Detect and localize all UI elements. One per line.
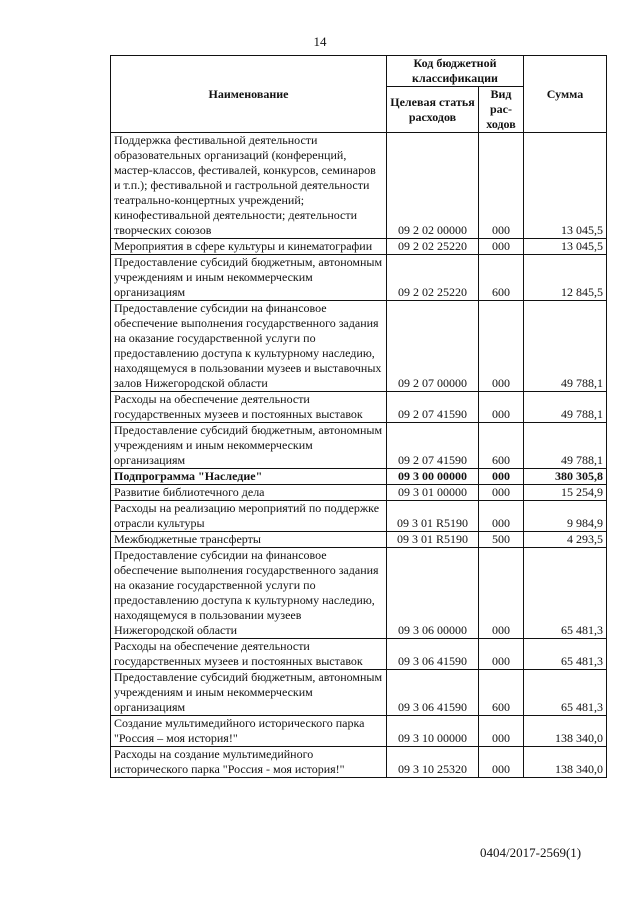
cell-expense-type: 600 bbox=[479, 255, 524, 301]
cell-expense-type: 000 bbox=[479, 469, 524, 485]
cell-target-code: 09 3 06 41590 bbox=[387, 639, 479, 670]
table-row bbox=[111, 501, 607, 532]
cell-sum: 49 788,1 bbox=[524, 423, 607, 469]
document-code: 0404/2017-2569(1) bbox=[480, 845, 582, 860]
cell-target-code: 09 2 07 41590 bbox=[387, 392, 479, 423]
cell-target-code: 09 3 06 41590 bbox=[387, 670, 479, 716]
header-code-group: Код бюджетной классификации bbox=[387, 56, 524, 87]
cell-target-code: 09 3 01 R5190 bbox=[387, 501, 479, 532]
cell-target-code: 09 2 07 41590 bbox=[387, 423, 479, 469]
cell-expense-type: 000 bbox=[479, 716, 524, 747]
cell-target-code: 09 2 02 00000 bbox=[387, 133, 479, 239]
table-row bbox=[111, 239, 607, 255]
table-row bbox=[111, 485, 607, 501]
cell-sum: 138 340,0 bbox=[524, 716, 607, 747]
table-row bbox=[111, 392, 607, 423]
table-row bbox=[111, 532, 607, 548]
table-row bbox=[111, 548, 607, 639]
cell-expense-type: 000 bbox=[479, 548, 524, 639]
cell-target-code: 09 3 06 00000 bbox=[387, 548, 479, 639]
cell-sum: 65 481,3 bbox=[524, 670, 607, 716]
cell-sum: 9 984,9 bbox=[524, 501, 607, 532]
cell-name: Подпрограмма "Наследие" bbox=[111, 469, 387, 485]
cell-name: Предоставление субсидии на финансовое обеспечение выполнения государственного задания на оказание государственной услуги по предоставлению доступа к культурному наследию, находящемуся в пользовании музеев и выставочных залов Нижегородской области bbox=[111, 301, 387, 392]
header-type: Вид рас-ходов bbox=[479, 87, 524, 133]
table-row bbox=[111, 301, 607, 392]
cell-expense-type: 000 bbox=[479, 133, 524, 239]
cell-sum: 13 045,5 bbox=[524, 239, 607, 255]
cell-sum: 49 788,1 bbox=[524, 392, 607, 423]
cell-name: Расходы на обеспечение деятельности государственных музеев и постоянных выставок bbox=[111, 639, 387, 670]
cell-expense-type: 600 bbox=[479, 670, 524, 716]
cell-expense-type: 000 bbox=[479, 501, 524, 532]
cell-name: Создание мультимедийного исторического парка "Россия – моя история!" bbox=[111, 716, 387, 747]
cell-name: Предоставление субсидий бюджетным, автономным учреждениям и иным некоммерческим организациям bbox=[111, 423, 387, 469]
budget-table bbox=[110, 55, 607, 778]
table-row bbox=[111, 469, 607, 485]
header-target: Целевая статья расходов bbox=[387, 87, 479, 133]
cell-expense-type: 600 bbox=[479, 423, 524, 469]
cell-expense-type: 000 bbox=[479, 301, 524, 392]
cell-target-code: 09 3 01 R5190 bbox=[387, 532, 479, 548]
table-row bbox=[111, 133, 607, 239]
table-row bbox=[111, 670, 607, 716]
cell-name: Мероприятия в сфере культуры и кинематографии bbox=[111, 239, 387, 255]
cell-target-code: 09 2 02 25220 bbox=[387, 239, 479, 255]
table-header bbox=[111, 56, 607, 133]
cell-sum: 4 293,5 bbox=[524, 532, 607, 548]
cell-sum: 49 788,1 bbox=[524, 301, 607, 392]
cell-target-code: 09 3 10 00000 bbox=[387, 716, 479, 747]
cell-expense-type: 000 bbox=[479, 747, 524, 778]
cell-name: Развитие библиотечного дела bbox=[111, 485, 387, 501]
table-row bbox=[111, 716, 607, 747]
cell-sum: 65 481,3 bbox=[524, 639, 607, 670]
cell-expense-type: 000 bbox=[479, 392, 524, 423]
cell-name: Межбюджетные трансферты bbox=[111, 532, 387, 548]
table-row bbox=[111, 255, 607, 301]
cell-target-code: 09 3 01 00000 bbox=[387, 485, 479, 501]
cell-name: Расходы на реализацию мероприятий по поддержке отрасли культуры bbox=[111, 501, 387, 532]
cell-name: Расходы на обеспечение деятельности государственных музеев и постоянных выставок bbox=[111, 392, 387, 423]
cell-target-code: 09 3 00 00000 bbox=[387, 469, 479, 485]
page-number: 14 bbox=[313, 34, 327, 49]
cell-sum: 138 340,0 bbox=[524, 747, 607, 778]
cell-sum: 12 845,5 bbox=[524, 255, 607, 301]
table-row bbox=[111, 639, 607, 670]
cell-name: Предоставление субсидий бюджетным, автономным учреждениям и иным некоммерческим организациям bbox=[111, 670, 387, 716]
cell-name: Предоставление субсидий бюджетным, автономным учреждениям и иным некоммерческим организациям bbox=[111, 255, 387, 301]
cell-expense-type: 000 bbox=[479, 485, 524, 501]
header-name: Наименование bbox=[111, 56, 387, 133]
cell-target-code: 09 2 07 00000 bbox=[387, 301, 479, 392]
cell-expense-type: 000 bbox=[479, 639, 524, 670]
header-sum: Сумма bbox=[524, 56, 607, 133]
cell-name: Предоставление субсидии на финансовое обеспечение выполнения государственного задания на оказание государственной услуги по предоставлению доступа к культурному наследию, находящемуся в пользовании музеев Нижегородской области bbox=[111, 548, 387, 639]
cell-expense-type: 500 bbox=[479, 532, 524, 548]
cell-sum: 13 045,5 bbox=[524, 133, 607, 239]
table-body bbox=[111, 133, 607, 778]
table-row bbox=[111, 747, 607, 778]
cell-sum: 15 254,9 bbox=[524, 485, 607, 501]
cell-target-code: 09 2 02 25220 bbox=[387, 255, 479, 301]
cell-target-code: 09 3 10 25320 bbox=[387, 747, 479, 778]
cell-name: Поддержка фестивальной деятельности образовательных организаций (конференций, мастер-классов, фестивалей, конкурсов, семинаров и т.п.); фестивальной и гастрольной деятельности театрально-концертных учреждений; кинофестивальной деятельности; деятельности творческих союзов bbox=[111, 133, 387, 239]
cell-expense-type: 000 bbox=[479, 239, 524, 255]
cell-sum: 65 481,3 bbox=[524, 548, 607, 639]
cell-name: Расходы на создание мультимедийного исторического парка "Россия - моя история!" bbox=[111, 747, 387, 778]
table-row bbox=[111, 423, 607, 469]
cell-sum: 380 305,8 bbox=[524, 469, 607, 485]
